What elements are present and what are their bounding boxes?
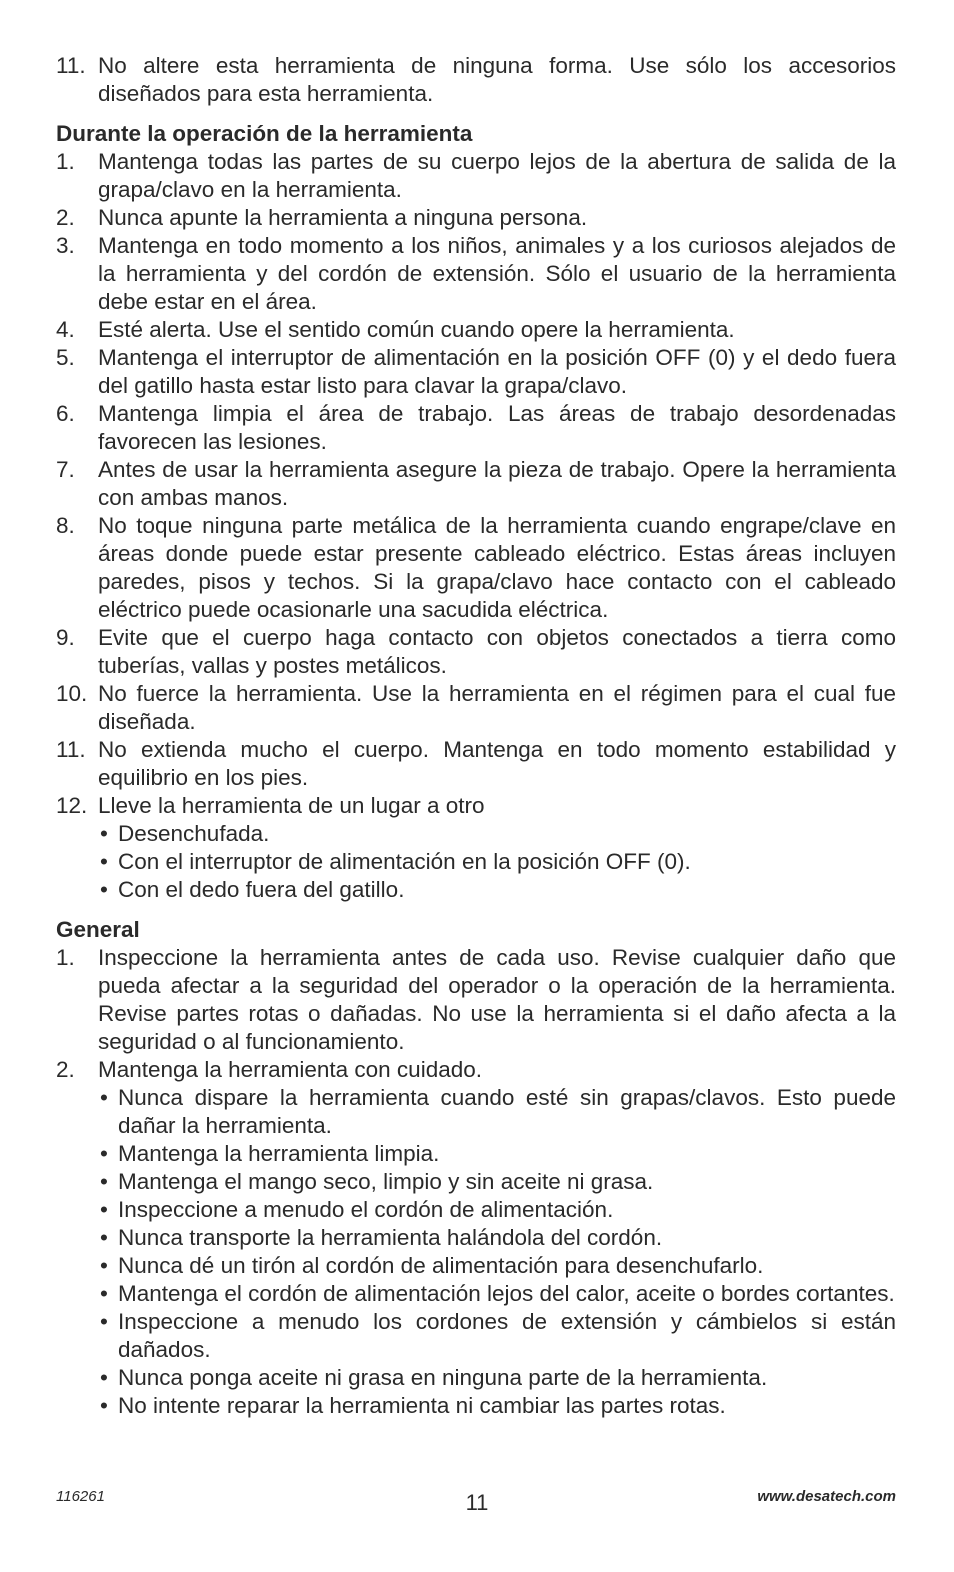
bullet-icon: • [100, 821, 108, 846]
bullet-item [56, 1308, 896, 1364]
item-text: Nunca apunte la herramienta a ninguna persona. [98, 205, 588, 230]
item-text: No toque ninguna parte metálica de la herramienta cuando engrape/clave en áreas donde puede estar presente cableado eléctrico. Estas áreas incluyen paredes, pisos y techos. Si la grapa/clavo hace contacto con el cableado eléctrico puede ocasionarle una sacudida eléctrica. [98, 513, 896, 622]
section-heading-operation: Durante la operación de la herramienta [56, 121, 473, 146]
list-item [56, 624, 896, 680]
bullet-item [56, 1252, 896, 1280]
item-text: Mantenga todas las partes de su cuerpo lejos de la abertura de salida de la grapa/clavo en la herramienta. [98, 149, 896, 202]
item-text: Lleve la herramienta de un lugar a otro [98, 793, 485, 818]
item-number: 12. [56, 793, 88, 818]
bullet-icon: • [100, 1169, 108, 1194]
item-text: Mantenga la herramienta con cuidado. [98, 1057, 482, 1082]
list-item [56, 148, 896, 204]
item-number: 11. [56, 53, 86, 78]
list-item [56, 316, 896, 344]
document-number: 116261 [56, 1488, 105, 1505]
list-item [56, 1056, 896, 1084]
item-number: 1. [56, 945, 75, 970]
item-number: 8. [56, 513, 75, 538]
bullet-item [56, 1140, 896, 1168]
item-number: 6. [56, 401, 75, 426]
bullet-icon: • [100, 1365, 108, 1390]
bullet-icon: • [100, 1393, 108, 1418]
section-heading-general: General [56, 917, 140, 942]
item-number: 5. [56, 345, 75, 370]
list-item [56, 736, 896, 792]
bullet-text: Mantenga el mango seco, limpio y sin aceite ni grasa. [118, 1169, 654, 1194]
list-item [56, 792, 896, 820]
bullet-item [56, 1196, 896, 1224]
bullet-icon: • [100, 849, 108, 874]
bullet-text: Nunca ponga aceite ni grasa en ninguna parte de la herramienta. [118, 1365, 768, 1390]
item-text: No extienda mucho el cuerpo. Mantenga en todo momento estabilidad y equilibrio en los pies. [98, 737, 896, 790]
bullet-icon: • [100, 1281, 108, 1306]
item-number: 4. [56, 317, 75, 342]
bullet-text: Nunca dispare la herramienta cuando esté sin grapas/clavos. Esto puede dañar la herramienta. [118, 1085, 896, 1138]
item-number: 10. [56, 681, 88, 706]
item-number: 2. [56, 205, 75, 230]
item-number: 9. [56, 625, 75, 650]
bullet-item [56, 1280, 896, 1308]
item-text: Inspeccione la herramienta antes de cada uso. Revise cualquier daño que pueda afectar a la seguridad del operador o la operación de la herramienta. Revise partes rotas o dañadas. No use la herramienta si el daño afecta a la seguridad o al funcionamiento. [98, 945, 896, 1054]
bullet-text: Mantenga la herramienta limpia. [118, 1141, 440, 1166]
bullet-text: Inspeccione a menudo el cordón de alimentación. [118, 1197, 614, 1222]
item-text: Mantenga el interruptor de alimentación en la posición OFF (0) y el dedo fuera del gatillo hasta estar listo para clavar la grapa/clavo. [98, 345, 896, 398]
bullet-text: Mantenga el cordón de alimentación lejos del calor, aceite o bordes cortantes. [118, 1281, 895, 1306]
list-item [56, 512, 896, 624]
bullet-text: No intente reparar la herramienta ni cambiar las partes rotas. [118, 1393, 726, 1418]
list-item [56, 344, 896, 400]
bullet-item [56, 1168, 896, 1196]
item-number: 1. [56, 149, 75, 174]
bullet-item [56, 1392, 896, 1420]
list-item [56, 944, 896, 1056]
list-item [56, 400, 896, 456]
list-item [56, 680, 896, 736]
item-text: No altere esta herramienta de ninguna forma. Use sólo los accesorios diseñados para esta herramienta. [98, 53, 896, 106]
general-list [56, 944, 896, 1084]
bullet-icon: • [100, 877, 108, 902]
bullet-text: Inspeccione a menudo los cordones de extensión y cámbielos si están dañados. [118, 1309, 896, 1362]
item-text: Evite que el cuerpo haga contacto con objetos conectados a tierra como tuberías, vallas y postes metálicos. [98, 625, 896, 678]
item-text: Esté alerta. Use el sentido común cuando opere la herramienta. [98, 317, 735, 342]
intro-list [56, 52, 896, 108]
bullet-text: Con el dedo fuera del gatillo. [118, 877, 405, 902]
bullet-icon: • [100, 1253, 108, 1278]
bullet-item [56, 1224, 896, 1252]
page-number: 11 [465, 1490, 489, 1515]
list-item [56, 52, 896, 108]
bullet-item [56, 848, 896, 876]
item-number: 2. [56, 1057, 75, 1082]
item-number: 7. [56, 457, 75, 482]
bullet-text: Nunca transporte la herramienta halándola del cordón. [118, 1225, 663, 1250]
website-url: www.desatech.com [757, 1488, 896, 1505]
item-text: Mantenga en todo momento a los niños, animales y a los curiosos alejados de la herramienta y del cordón de extensión. Sólo el usuario de la herramienta debe estar en el área. [98, 233, 896, 314]
list-item [56, 204, 896, 232]
bullet-text: Desenchufada. [118, 821, 270, 846]
general-bullets [56, 1084, 896, 1420]
bullet-icon: • [100, 1141, 108, 1166]
item-text: Mantenga limpia el área de trabajo. Las áreas de trabajo desordenadas favorecen las lesiones. [98, 401, 896, 454]
bullet-item [56, 876, 896, 904]
bullet-item [56, 1364, 896, 1392]
operation-list [56, 148, 896, 820]
operation-bullets [56, 820, 896, 904]
bullet-text: Nunca dé un tirón al cordón de alimentación para desenchufarlo. [118, 1253, 764, 1278]
item-number: 11. [56, 737, 86, 762]
bullet-icon: • [100, 1309, 108, 1334]
bullet-item [56, 820, 896, 848]
bullet-text: Con el interruptor de alimentación en la posición OFF (0). [118, 849, 691, 874]
item-number: 3. [56, 233, 75, 258]
bullet-item [56, 1084, 896, 1140]
document-page [56, 52, 896, 1420]
item-text: Antes de usar la herramienta asegure la pieza de trabajo. Opere la herramienta con ambas manos. [98, 457, 896, 510]
bullet-icon: • [100, 1085, 108, 1110]
bullet-icon: • [100, 1197, 108, 1222]
list-item [56, 232, 896, 316]
list-item [56, 456, 896, 512]
item-text: No fuerce la herramienta. Use la herramienta en el régimen para el cual fue diseñada. [98, 681, 896, 734]
bullet-icon: • [100, 1225, 108, 1250]
